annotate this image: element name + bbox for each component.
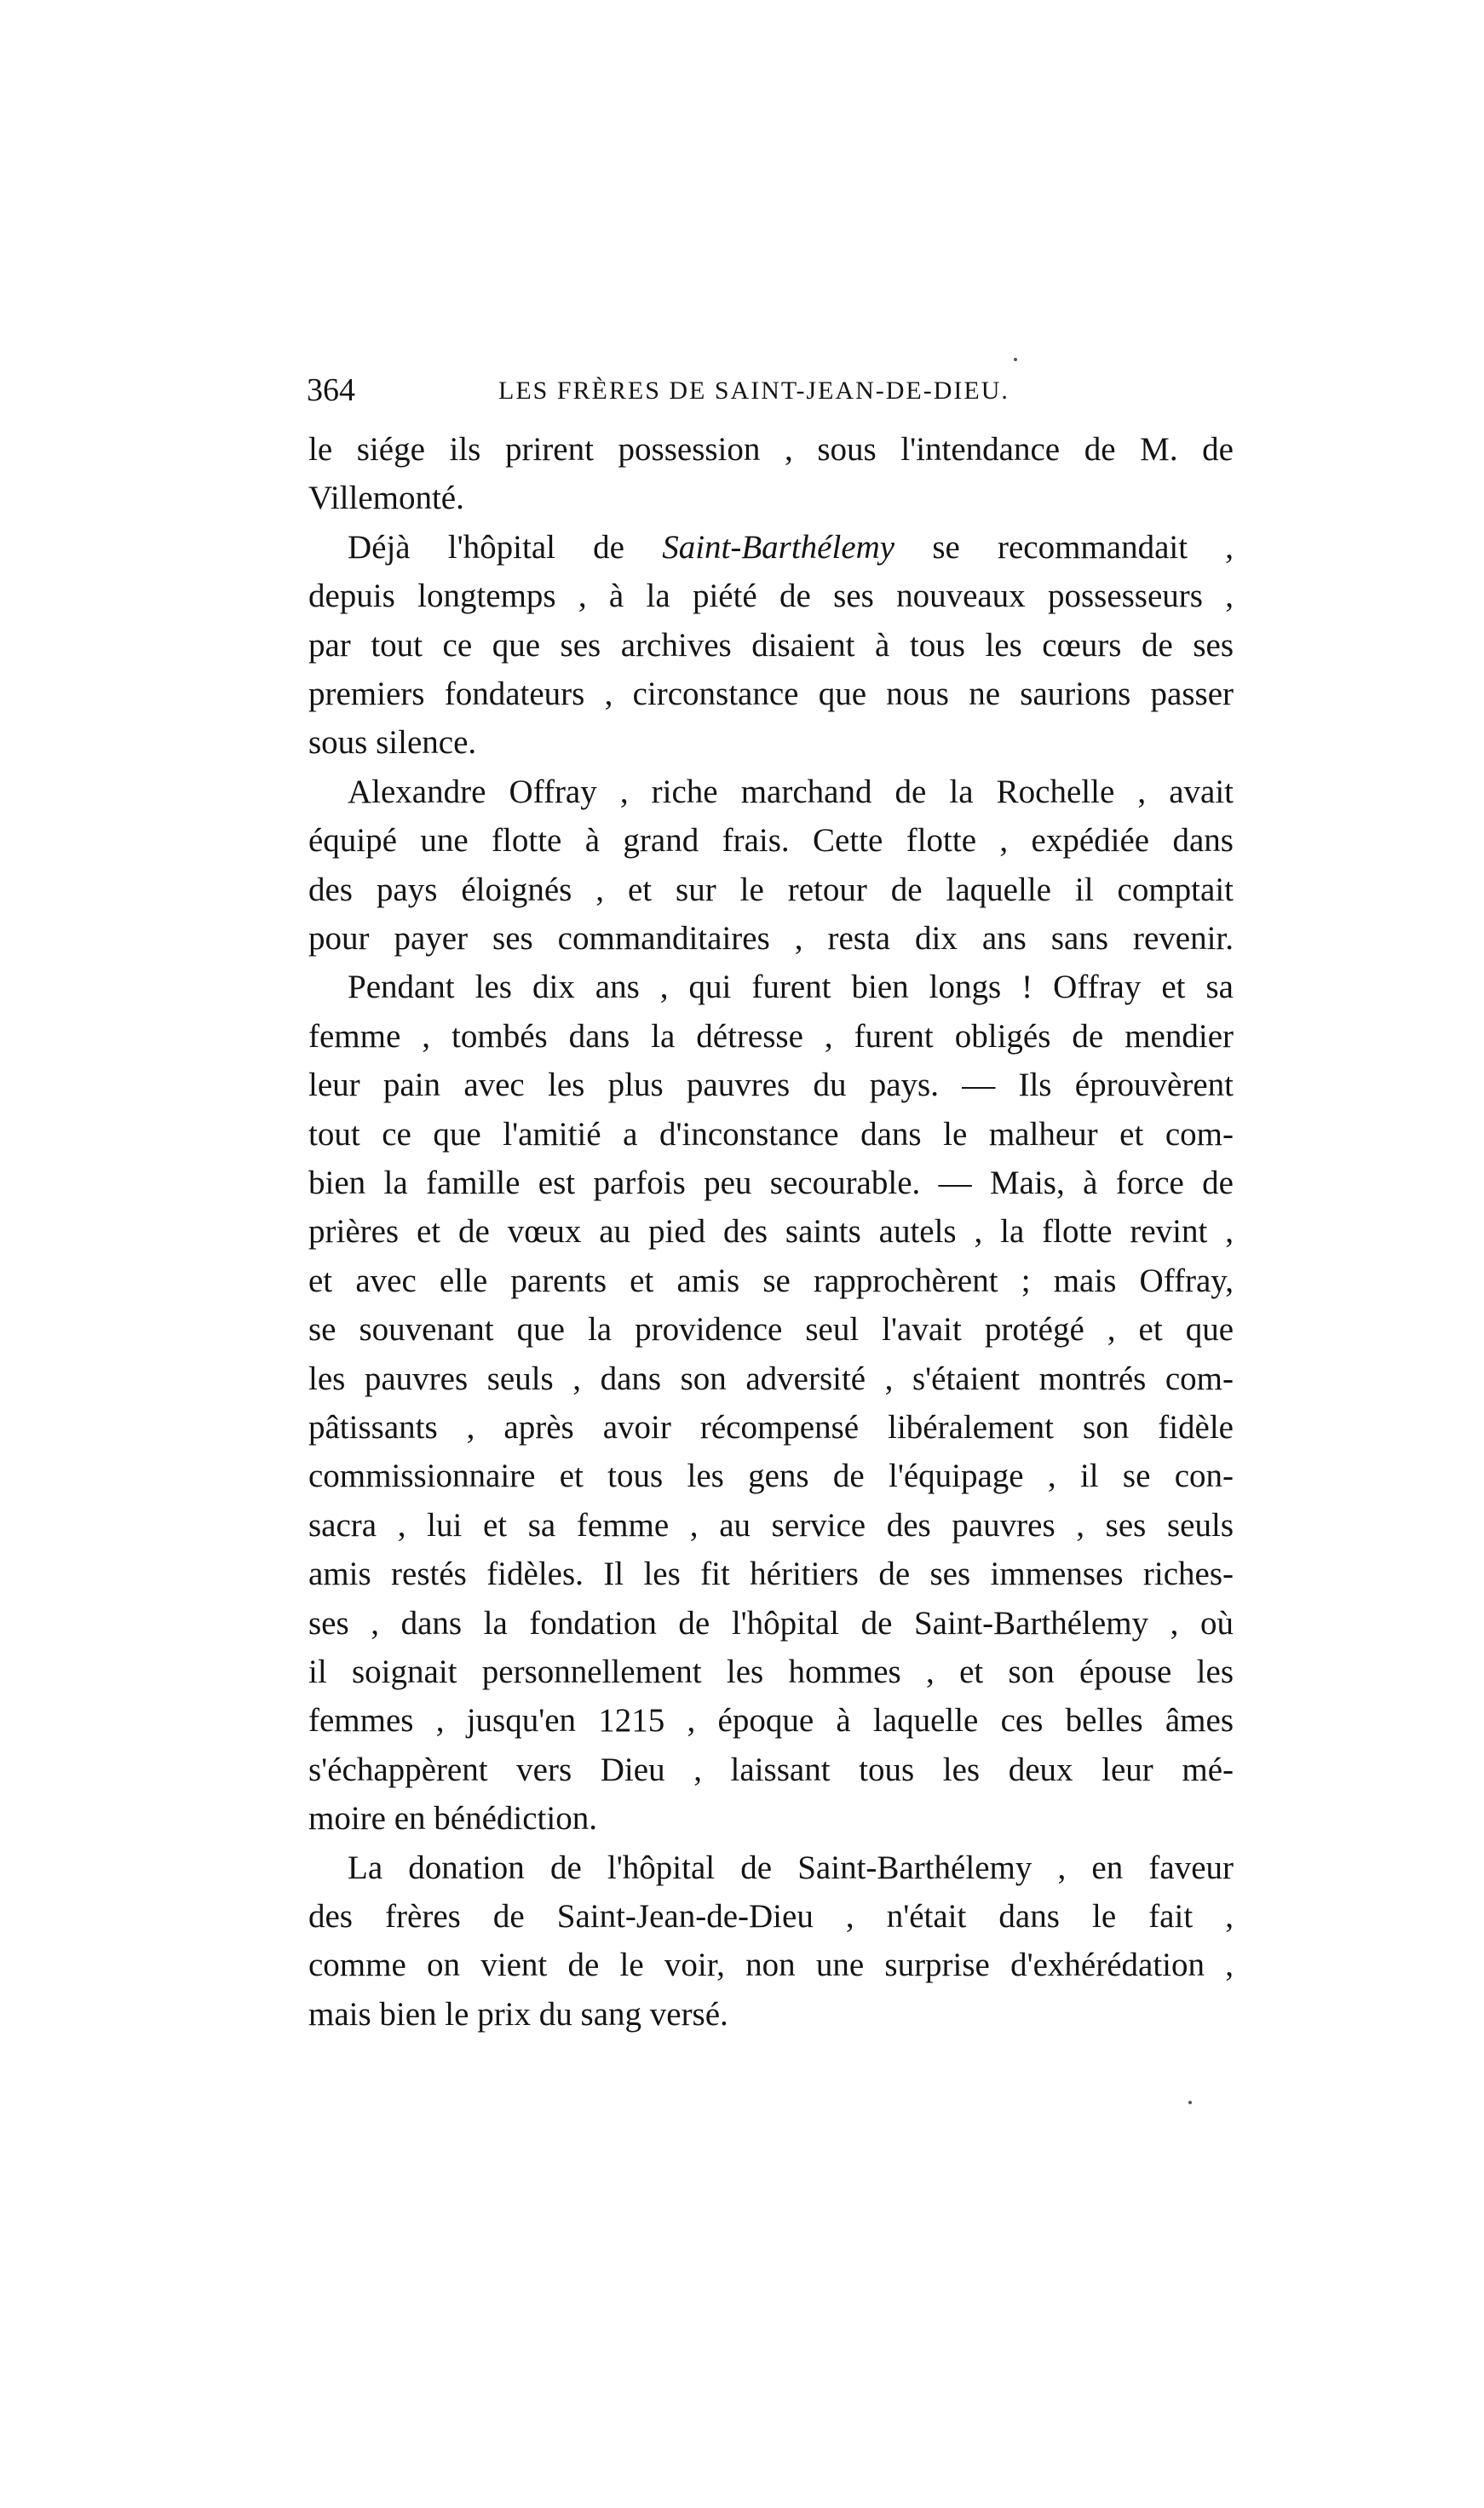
text-segment: Villemonté. [308,480,464,517]
text-segment: pour payer ses commanditaires , resta dix ans sans revenir. [308,920,1234,957]
text-segment: mais bien le prix du sang versé. [308,1995,728,2033]
text-line [308,914,1234,964]
text-segment: tout ce que l'amitié a d'inconstance dans le malheur et com- [308,1115,1234,1153]
text-segment: et avec elle parents et amis se rapprochèrent ; mais Offray, [308,1262,1234,1299]
text-line [308,1012,1234,1061]
text-line [308,1207,1234,1257]
text-segment: se recommandait , [894,528,1234,566]
text-line [308,425,1234,475]
text-line [308,816,1234,866]
text-segment: moire en bénédiction. [308,1800,597,1838]
text-segment: se souvenant que la providence seul l'avait protégé , et que [308,1311,1234,1349]
text-line [308,1746,1234,1795]
text-segment: ses , dans la fondation de l'hôpital de Saint-Barthélemy , où [308,1604,1234,1642]
text-segment: des pays éloignés , et sur le retour de laquelle il comptait [308,871,1234,908]
text-segment: sous silence. [308,724,477,762]
text-segment: amis restés fidèles. Il les fit héritiers de ses immenses riches- [308,1556,1234,1593]
text-line [308,1501,1234,1550]
text-segment: commissionnaire et tous les gens de l'équipage , il se con- [308,1458,1234,1495]
text-line [308,1696,1234,1746]
text-line [308,474,1234,523]
text-segment: s'échappèrent vers Dieu , laissant tous les deux leur mé- [308,1751,1234,1788]
text-segment: comme on vient de le voir, non une surprise d'exhérédation , [308,1947,1234,1984]
text-line [308,1403,1234,1452]
text-segment: Alexandre Offray , riche marchand de la Rochelle , avait [348,773,1234,810]
text-line [308,572,1234,621]
text-line [308,1257,1234,1306]
text-line [308,1061,1234,1110]
text-line [308,1305,1234,1355]
text-segment: femmes , jusqu'en 1215 , époque à laquelle ces belles âmes [308,1702,1234,1740]
text-line [308,866,1234,915]
text-segment: La donation de l'hôpital de Saint-Barthélemy , en faveur [348,1849,1234,1886]
text-segment: bien la famille est parfois peu secourable. — Mais, à force de [308,1165,1234,1201]
ink-speck [1188,2101,1192,2104]
text-line [308,1159,1234,1208]
text-segment: les pauvres seuls , dans son adversité , s'étaient montrés com- [308,1360,1234,1397]
text-line [308,1110,1234,1159]
text-line [348,768,1234,817]
page-number: 364 [307,372,355,408]
text-line [308,621,1234,670]
text-segment: prières et de vœux au pied des saints autels , la flotte revint , [308,1213,1234,1251]
text-line [308,1452,1234,1501]
text-segment: Déjà l'hôpital de [348,528,663,566]
text-segment: femme , tombés dans la détresse , furent obligés de mendier [308,1017,1234,1055]
text-line [308,1941,1234,1990]
text-line [308,1648,1234,1697]
text-line [308,1990,1234,2039]
text-line [308,1892,1234,1941]
text-line [308,1794,1234,1844]
text-line [348,963,1234,1012]
text-segment: des frères de Saint-Jean-de-Dieu , n'était dans le fait , [308,1898,1234,1935]
italic-text: Saint-Barthélemy [662,528,895,566]
ink-speck [1014,358,1017,361]
text-line [348,523,1234,572]
text-line [308,718,1234,768]
text-segment: il soignait personnellement les hommes , et son épouse les [308,1654,1234,1690]
text-segment: le siége ils prirent possession , sous l'intendance de M. de [308,431,1234,468]
text-segment: pâtissants , après avoir récompensé libéralement son fidèle [308,1409,1234,1446]
text-line [308,670,1234,719]
text-segment: depuis longtemps , à la piété de ses nouveaux possesseurs , [308,578,1234,615]
text-line [308,1355,1234,1404]
text-segment: équipé une flotte à grand frais. Cette flotte , expédiée dans [308,822,1234,860]
text-segment: par tout ce que ses archives disaient à tous les cœurs de ses [308,626,1234,664]
text-segment: leur pain avec les plus pauvres du pays. — Ils éprouvèrent [308,1067,1234,1104]
text-segment: Pendant les dix ans , qui furent bien longs ! Offray et sa [348,969,1234,1006]
running-head: LES FRÈRES DE SAINT-JEAN-DE-DIEU. [498,377,1009,405]
text-segment: sacra , lui et sa femme , au service des pauvres , ses seuls [308,1506,1234,1544]
text-segment: premiers fondateurs , circonstance que nous ne saurions passer [308,676,1234,712]
text-line [348,1844,1234,1893]
text-line [308,1599,1234,1648]
text-line [308,1550,1234,1599]
